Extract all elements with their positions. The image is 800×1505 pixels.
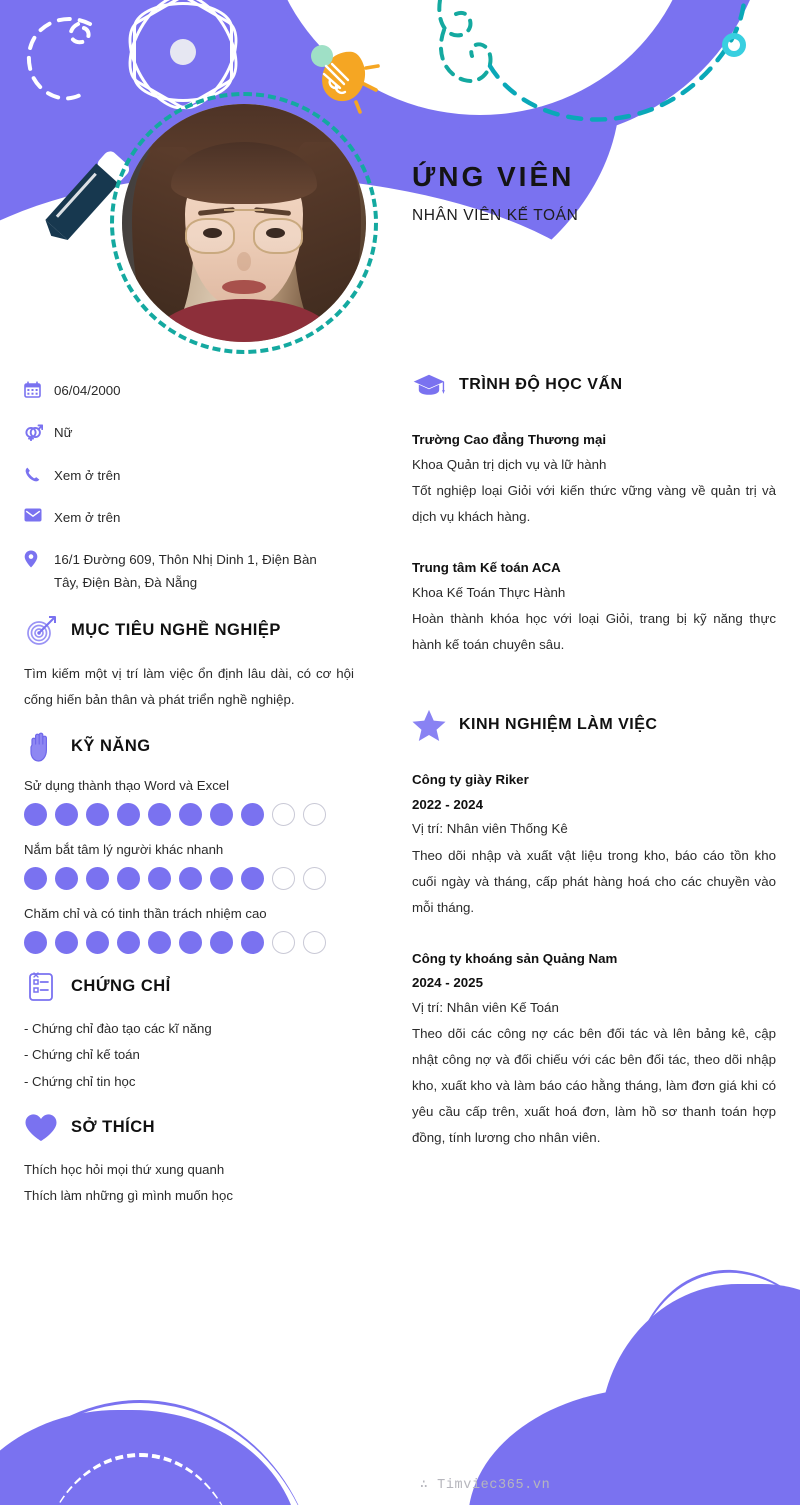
job-position: Vị trí: Nhân viên Thống Kê — [412, 821, 568, 837]
dashed-spiral-decoration — [18, 10, 108, 115]
contact-list — [24, 380, 354, 595]
employment-period: 2024 - 2025 — [412, 975, 483, 991]
contact-value: 16/1 Đường 609, Thôn Nhị Dinh 1, Điện Bàn Tây, Điện Bàn, Đà Nẵng — [54, 551, 317, 590]
school-major: Khoa Quản trị dịch vụ và lữ hành — [412, 456, 607, 472]
contact-value: Xem ở trên — [54, 468, 121, 483]
contact-value: Xem ở trên — [54, 510, 121, 525]
skill-label: Nắm bắt tâm lý người khác nhanh — [24, 841, 224, 857]
gender-icon — [24, 422, 54, 446]
watermark: ∴ Timviec365.vn — [419, 1478, 551, 1493]
certificate-item: - Chứng chỉ đào tạo các kĩ năng — [24, 1020, 212, 1036]
avatar — [110, 92, 378, 354]
section-title: TRÌNH ĐỘ HỌC VẤN — [459, 376, 623, 393]
location-icon — [24, 549, 54, 573]
calendar-icon — [24, 380, 54, 403]
skill-item — [24, 778, 354, 826]
phone-icon — [24, 465, 54, 488]
skill-item — [24, 906, 354, 954]
certificate-item: - Chứng chỉ tin học — [24, 1073, 136, 1089]
skill-rating — [24, 931, 354, 954]
skill-rating — [24, 803, 354, 826]
section-certificates — [24, 970, 354, 1095]
certificate-item: - Chứng chỉ kế toán — [24, 1047, 140, 1063]
right-column — [412, 360, 776, 1151]
skill-label: Sử dụng thành thạo Word và Excel — [24, 777, 230, 793]
certificates-header — [24, 970, 354, 1004]
experience-header — [412, 708, 776, 742]
header-text-block — [412, 162, 578, 225]
company-name: Công ty giày Riker — [412, 772, 529, 788]
teal-dashed-decoration — [430, 0, 800, 150]
section-title: KINH NGHIỆM LÀM VIỆC — [459, 716, 658, 734]
objective-header — [24, 614, 354, 648]
section-title: MỤC TIÊU NGHỀ NGHIỆP — [71, 621, 281, 640]
skill-item — [24, 842, 354, 890]
section-skills — [24, 730, 354, 954]
job-position: Vị trí: Nhân viên Kế Toán — [412, 999, 559, 1015]
hobby-item: Thích làm những gì mình muốn học — [24, 1188, 233, 1204]
section-title: SỞ THÍCH — [71, 1118, 156, 1137]
section-experience — [412, 708, 776, 1151]
section-objective — [24, 614, 354, 714]
section-title: CHỨNG CHỈ — [71, 977, 171, 996]
hand-icon — [24, 730, 58, 764]
page-title: ỨNG VIÊN — [412, 161, 575, 192]
experience-entry — [412, 768, 776, 921]
section-title: KỸ NĂNG — [71, 737, 151, 756]
school-name: Trường Cao đẳng Thương mại — [412, 432, 607, 447]
school-major: Khoa Kế Toán Thực Hành — [412, 584, 566, 600]
atom-icon — [133, 2, 233, 102]
contact-item-birthday — [24, 380, 354, 403]
section-education — [412, 368, 776, 658]
star-icon — [412, 708, 446, 742]
company-name: Công ty khoáng sản Quảng Nam — [412, 950, 618, 966]
target-icon — [24, 614, 58, 648]
job-description: Theo dõi nhập và xuất vật liệu trong kho, báo cáo tồn kho cuối ngày và tháng, cấp phát hàng hoá cho các chuyền vào mỗi tháng. — [412, 847, 776, 915]
education-header — [412, 368, 776, 402]
left-column — [24, 360, 354, 1210]
contact-item-email — [24, 507, 354, 530]
hobbies-header — [24, 1111, 354, 1145]
graduation-cap-icon — [412, 368, 446, 402]
skill-label: Chăm chỉ và có tinh thần trách nhiệm cao — [24, 905, 267, 921]
footer-decoration — [0, 1210, 800, 1505]
school-description: Hoàn thành khóa học với loại Giỏi, trang bị kỹ năng thực hành kế toán chuyên sâu. — [412, 611, 776, 653]
contact-value: Nữ — [54, 425, 73, 440]
contact-item-phone — [24, 465, 354, 488]
education-entry — [412, 556, 776, 658]
email-icon — [24, 507, 54, 527]
skill-rating — [24, 867, 354, 890]
skills-header — [24, 730, 354, 764]
candidate-photo — [122, 104, 366, 342]
contact-item-address — [24, 549, 354, 595]
employment-period: 2022 - 2024 — [412, 796, 483, 812]
contact-item-gender — [24, 422, 354, 446]
objective-text: Tìm kiếm một vị trí làm việc ổn định lâu dài, có cơ hội cống hiến bản thân và phát triển nghề nghiệp. — [24, 665, 354, 708]
section-hobbies — [24, 1111, 354, 1210]
school-name: Trung tâm Kế toán ACA — [412, 560, 561, 576]
job-description: Theo dõi các công nợ các bên đối tác và lên bảng kê, cập nhật công nợ và đối chiếu với các bên đối tác, theo dõi nhập kho, xuất kho và làm báo cáo hằng tháng, làm đơn giá khi có yêu cầu cấp trên, xuất hoá đơn, làm hồ sơ thanh toán hợp đồng, tính lương cho nhân viên. — [412, 1026, 776, 1146]
experience-entry — [412, 947, 776, 1151]
heart-icon — [24, 1111, 58, 1145]
contact-value: 06/04/2000 — [54, 383, 121, 398]
candidate-role: NHÂN VIÊN KẾ TOÁN — [412, 206, 579, 224]
cv-header — [0, 0, 800, 360]
cyan-ring-decoration — [722, 33, 746, 57]
checklist-icon — [24, 970, 58, 1004]
hobby-item: Thích học hỏi mọi thứ xung quanh — [24, 1161, 225, 1177]
education-entry — [412, 428, 776, 530]
school-description: Tốt nghiệp loại Giỏi với kiến thức vững vàng về quản trị và dịch vụ khách hàng. — [412, 483, 776, 525]
